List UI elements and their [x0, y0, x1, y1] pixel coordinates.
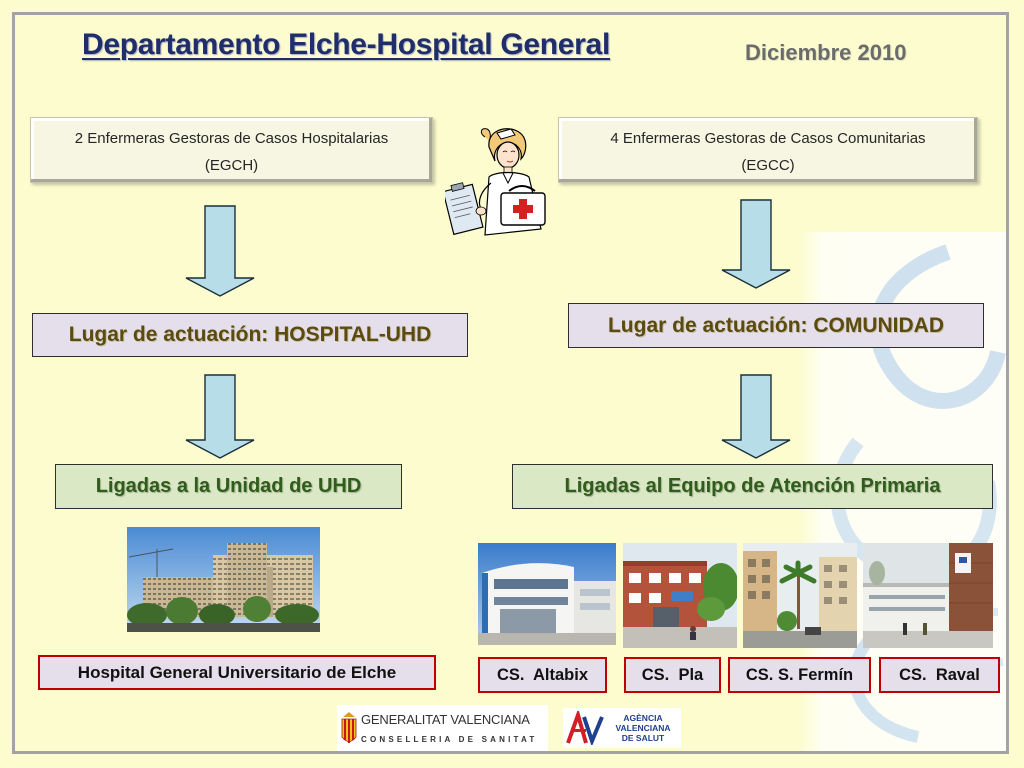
community-nurses-box	[558, 117, 978, 183]
avs-name-line: VALENCIANA	[615, 723, 671, 733]
nurse-icon	[445, 125, 550, 240]
avs-mark-icon	[566, 711, 604, 745]
hospital-name-label: Hospital General Universitario de Elche	[38, 655, 436, 690]
altabix-center-photo	[478, 543, 616, 645]
community-nurses-acronym: (EGCC)	[741, 157, 795, 174]
altabix-label: CS. Altabix	[478, 657, 607, 693]
community-nurses-title: 4 Enfermeras Gestoras de Casos Comunitarias	[610, 130, 926, 147]
down-arrow-icon	[721, 199, 791, 289]
raval-center-photo	[863, 543, 993, 648]
primary-care-team-box: Ligadas al Equipo de Atención Primaria	[512, 464, 993, 509]
date-label: Diciembre 2010	[745, 40, 907, 65]
hospital-unit-box: Ligadas a la Unidad de UHD	[55, 464, 402, 509]
hospital-photo	[127, 527, 320, 632]
raval-label: CS. Raval	[879, 657, 1000, 693]
coat-of-arms-icon	[340, 711, 358, 747]
pla-center-photo	[623, 543, 737, 648]
hospital-nurses-title: 2 Enfermeras Gestoras de Casos Hospitalarias	[74, 130, 389, 147]
hospital-nurses-acronym: (EGCH)	[204, 157, 259, 174]
san-fermin-center-photo	[743, 543, 857, 648]
generalitat-name: GENERALITAT VALENCIANA	[361, 712, 530, 727]
hospital-nurses-box	[30, 117, 433, 183]
san-fermin-label: CS. S. Fermín	[728, 657, 871, 693]
down-arrow-icon	[721, 374, 791, 459]
generalitat-logo	[337, 705, 548, 752]
page-title: Departamento Elche-Hospital General	[82, 28, 610, 61]
community-location-box: Lugar de actuación: COMUNIDAD	[568, 303, 984, 348]
conselleria-name: CONSELLERIA DE SANITAT	[361, 735, 538, 744]
avs-name-line: DE SALUT	[621, 733, 665, 743]
down-arrow-icon	[185, 205, 255, 297]
avs-name	[607, 713, 679, 743]
pla-label: CS. Pla	[624, 657, 721, 693]
avs-logo	[563, 708, 681, 748]
avs-name-line: AGÈNCIA	[623, 713, 663, 723]
down-arrow-icon	[185, 374, 255, 459]
hospital-location-box: Lugar de actuación: HOSPITAL-UHD	[32, 313, 468, 357]
